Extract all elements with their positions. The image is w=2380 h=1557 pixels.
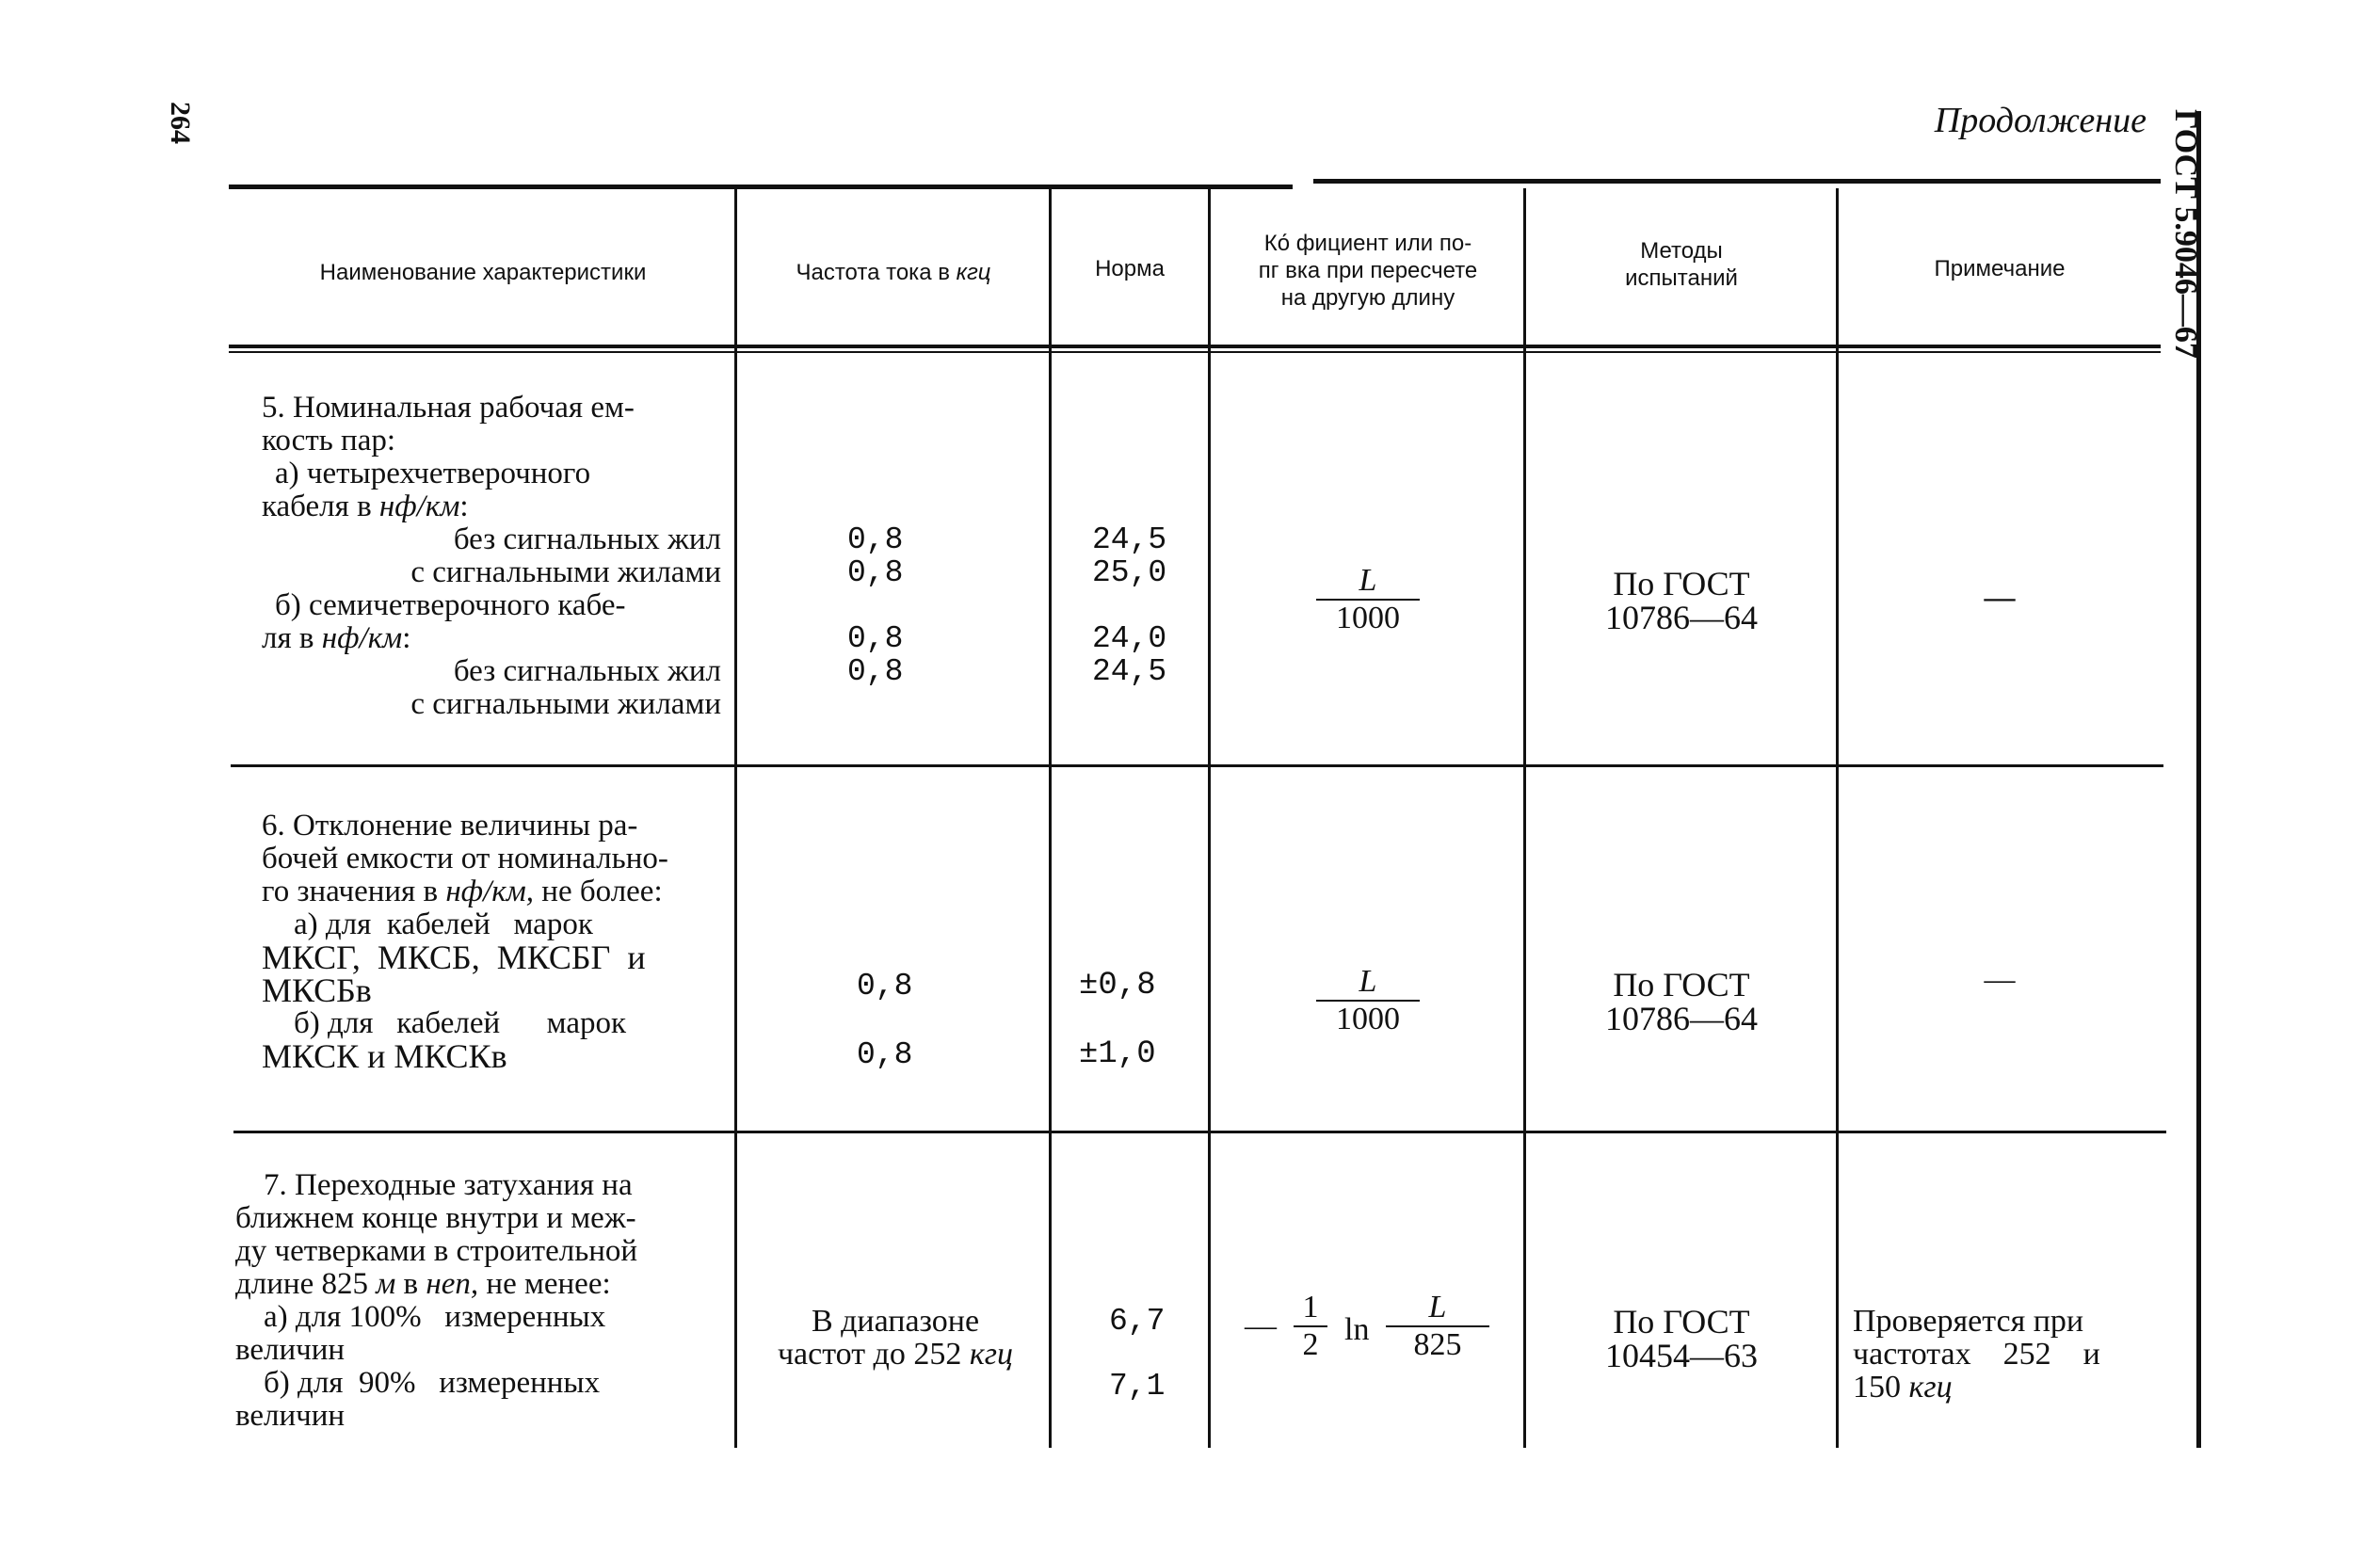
row6-frequency: 0,8 0,8 [857, 969, 913, 1072]
row5-method: По ГОСТ 10786—64 [1605, 565, 1758, 636]
row7-note: Проверяется при частотах 252 и 150 кгц [1853, 1304, 2100, 1405]
row7-method: По ГОСТ 10454—63 [1605, 1303, 1758, 1374]
table-top-rule-right [1313, 179, 2161, 184]
gost-side-title: ГОСТ 5.9046—67 [2168, 109, 2203, 359]
page-number: 264 [165, 102, 196, 144]
row5-frequency: 0,8 0,8 0,8 0,8 [847, 522, 904, 689]
row5-coefficient: L 1000 [1316, 563, 1420, 636]
row6-note: — [1984, 963, 2016, 997]
header-note: Примечание [1934, 256, 2066, 281]
row6-name: 6. Отклонение величины ра- бочей емкости от номинально- го значения в нф/км, не более: а) для кабелей марок МКСГ, МКСБ, МКСБГ и МКСБв б) для кабелей марок МКСК и МКСКв [262, 809, 668, 1075]
row7-coefficient [1245, 1280, 1518, 1374]
row5-norm: 24,5 25,0 24,0 24,5 [1092, 522, 1167, 689]
row7-name: 7. Переходные затухания на ближнем конце внутри и меж- ду четверками в строительной длине 825 м в неп, не менее: а) для 100% измеренных величин б) для 90% измеренных величин [235, 1168, 638, 1433]
row5-name: 5. Номинальная рабочая ем- кость пар: а) четырехчетверочного кабеля в нф/км: без сигнальных жил с сигнальными жилами б) семичетверочного кабе- ля в нф/км: без сигнальных жил с сигнальными жилами [262, 391, 721, 721]
col-rule-5 [1836, 188, 1839, 1448]
header-norm: Норма [1095, 256, 1165, 281]
header-bottom-rule-2 [229, 351, 2161, 353]
row5-bottom-rule [231, 764, 2163, 767]
row6-coefficient: L 1000 [1316, 964, 1420, 1037]
row7-frequency: В диапазоне частот до 252 кгц [777, 1304, 1014, 1372]
ln-symbol: ln [1344, 1312, 1370, 1347]
header-bottom-rule [229, 345, 2161, 348]
col-rule-3 [1208, 188, 1211, 1448]
row6-norm: ±0,8 ±1,0 [1079, 968, 1156, 1072]
minus-sign: — [1245, 1308, 1277, 1343]
row7-norm: 6,7 7,1 [1109, 1304, 1166, 1404]
continuation-label: Продолжение [1934, 101, 2147, 140]
header-name: Наименование характеристики [319, 260, 647, 285]
header-frequency: Частота тока в кгц [796, 260, 991, 285]
half-fraction: 1 2 [1294, 1290, 1327, 1363]
header-coefficient: Ко́ фициент или по- пг вка при пересчете на другую длину [1258, 231, 1478, 311]
col-rule-4 [1523, 188, 1526, 1448]
row5-note: — [1984, 581, 2016, 615]
col-rule-1 [734, 188, 737, 1448]
header-methods: Методы испытаний [1625, 238, 1738, 291]
row6-method: По ГОСТ 10786—64 [1605, 966, 1758, 1037]
length-fraction: L 825 [1386, 1290, 1489, 1363]
col-rule-2 [1049, 188, 1052, 1448]
row6-bottom-rule [233, 1131, 2166, 1133]
table-top-rule [229, 185, 1293, 189]
